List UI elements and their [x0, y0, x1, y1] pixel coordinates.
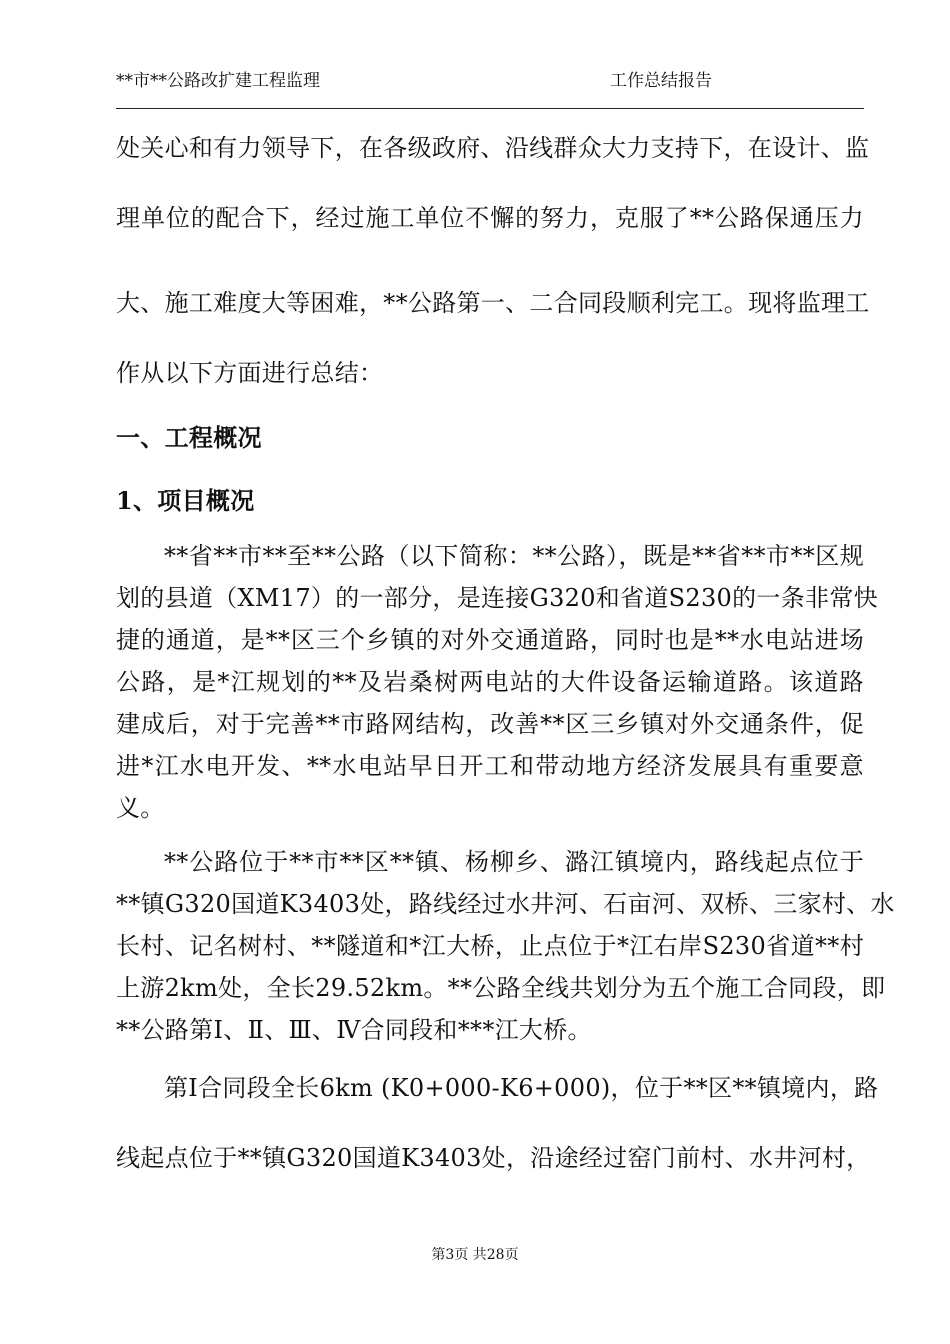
subsection-heading: 1、项目概况: [116, 486, 255, 515]
para3-line-1: 第Ⅰ合同段全长6km (K0+000-K6+000)，位于**区**镇境内，路: [164, 1074, 879, 1102]
para1-line-4: 公路，是*江规划的**及岩桑树两电站的大件设备运输道路。该道路: [116, 668, 864, 696]
header-project-title: **市**公路改扩建工程监理: [116, 71, 320, 91]
para3-line-2: 线起点位于**镇G320国道K3403处，沿途经过窑门前村、水井河村，: [116, 1144, 871, 1172]
intro-line-4: 作从以下方面进行总结：: [116, 359, 384, 387]
para1-line-3: 捷的通道，是**区三个乡镇的对外交通道路，同时也是**水电站进场: [116, 626, 864, 654]
para2-line-4: 上游2km处，全长29.52km。**公路全线共划分为五个施工合同段，即: [116, 974, 886, 1002]
intro-line-3: 大、施工难度大等困难，**公路第一、二合同段顺利完工。现将监理工: [116, 289, 870, 317]
para1-line-2: 划的县道（XM17）的一部分，是连接G320和省道S230的一条非常快: [116, 584, 878, 612]
para2-line-5: **公路第Ⅰ、Ⅱ、Ⅲ、Ⅳ合同段和***江大桥。: [116, 1016, 592, 1044]
para1-line-7: 义。: [116, 794, 165, 822]
section-heading: 一、工程概况: [116, 423, 262, 452]
para2-line-3: 长村、记名树村、**隧道和*江大桥，止点位于*江右岸S230省道**村: [116, 932, 864, 960]
page-number: 第3页 共28页: [431, 1247, 519, 1263]
intro-line-2: 理单位的配合下，经过施工单位不懈的努力，克服了**公路保通压力: [116, 204, 864, 232]
para1-line-5: 建成后，对于完善**市路网结构，改善**区三乡镇对外交通条件，促: [116, 710, 864, 738]
para2-line-2: **镇G320国道K3403处，路线经过水井河、石亩河、双桥、三家村、水: [116, 890, 895, 918]
header-report-title: 工作总结报告: [610, 71, 712, 91]
para1-line-1: **省**市**至**公路（以下简称：**公路），既是**省**市**区规: [164, 542, 864, 570]
para2-line-1: **公路位于**市**区**镇、杨柳乡、潞江镇境内，路线起点位于: [164, 848, 864, 876]
page-header: [116, 66, 864, 92]
header-divider: [116, 108, 864, 109]
para1-line-6: 进*江水电开发、**水电站早日开工和带动地方经济发展具有重要意: [116, 752, 864, 780]
intro-line-1: 处关心和有力领导下，在各级政府、沿线群众大力支持下，在设计、监: [116, 134, 870, 162]
